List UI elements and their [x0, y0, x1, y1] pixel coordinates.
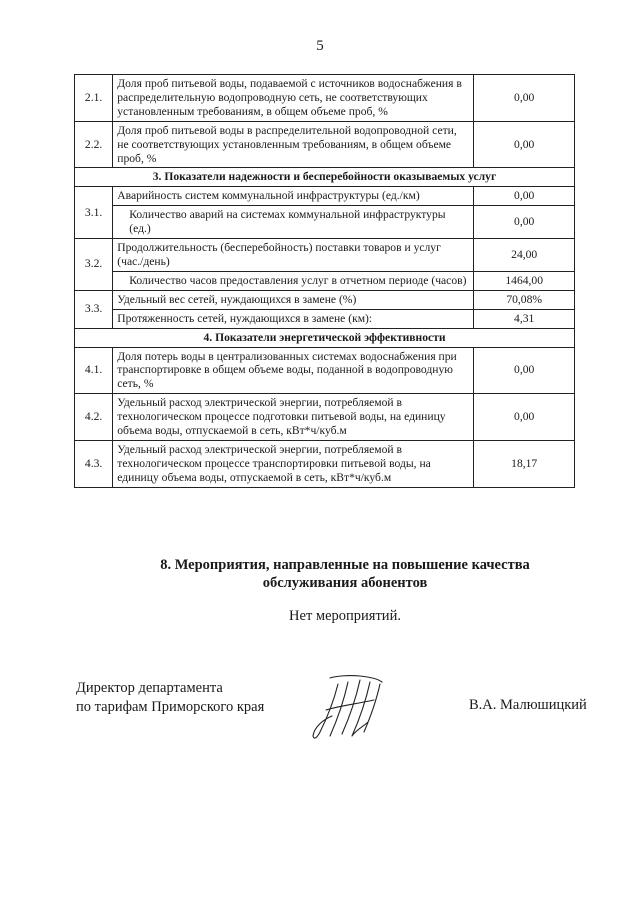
indicator-value: 4,31	[474, 309, 575, 328]
row-number: 3.3.	[75, 290, 113, 328]
section-title: 3. Показатели надежности и бесперебойности оказываемых услуг	[75, 168, 575, 187]
indicator-value: 18,17	[474, 440, 575, 487]
indicator-value: 0,00	[474, 347, 575, 394]
row-number: 2.2.	[75, 121, 113, 168]
indicator-description: Протяженность сетей, нуждающихся в замене (км):	[113, 309, 474, 328]
indicator-description: Количество часов предоставления услуг в отчетном периоде (часов)	[113, 271, 474, 290]
section-8-body: Нет мероприятий.	[289, 608, 401, 624]
indicator-description: Доля потерь воды в централизованных системах водоснабжения при транспортировке в общем объеме воды, поданной в водопроводную сеть, %	[113, 347, 474, 394]
indicator-description: Аварийность систем коммунальной инфраструктуры (ед./км)	[113, 187, 474, 206]
indicator-value: 0,00	[474, 206, 575, 239]
indicators-table-body	[75, 75, 575, 488]
row-number: 4.3.	[75, 440, 113, 487]
table-row	[75, 239, 575, 272]
table-row	[75, 206, 575, 239]
indicator-value: 1464,00	[474, 271, 575, 290]
indicator-description: Доля проб питьевой воды в распределительной водопроводной сети, не соответствующих установленным требованиям, в общем объеме проб, %	[113, 121, 474, 168]
indicators-table	[74, 74, 575, 488]
signer-position	[76, 679, 264, 717]
table-row	[75, 394, 575, 441]
handwritten-signature	[308, 670, 398, 750]
section-title: 4. Показатели энергетической эффективности	[75, 328, 575, 347]
indicator-value: 70,08%	[474, 290, 575, 309]
section-8-heading-line-1: 8. Мероприятия, направленные на повышение качества	[160, 557, 530, 573]
table-row	[75, 347, 575, 394]
indicator-description: Продолжительность (бесперебойность) поставки товаров и услуг (час./день)	[113, 239, 474, 272]
table-row	[75, 290, 575, 309]
signer-name: В.А. Малюшицкий	[469, 697, 587, 713]
indicator-description: Удельный расход электрической энергии, потребляемой в технологическом процессе подготовки питьевой воды, на единицу объема воды, отпускаемой в сеть, кВт*ч/куб.м	[113, 394, 474, 441]
table-row	[75, 309, 575, 328]
section-row	[75, 328, 575, 347]
section-8-heading	[60, 556, 630, 592]
row-number: 2.1.	[75, 75, 113, 122]
signer-position-line-1: Директор департамента	[76, 680, 223, 696]
indicator-value: 24,00	[474, 239, 575, 272]
indicator-description: Удельный расход электрической энергии, потребляемой в технологическом процессе транспортировки питьевой воды, на единицу объема воды, отпускаемой в сеть, кВт*ч/куб.м	[113, 440, 474, 487]
page-number: 5	[316, 38, 324, 54]
signer-position-line-2: по тарифам Приморского края	[76, 698, 265, 715]
row-number: 3.2.	[75, 239, 113, 291]
indicator-value: 0,00	[474, 394, 575, 441]
section-8-heading-line-2: обслуживания абонентов	[262, 575, 428, 592]
indicator-value: 0,00	[474, 187, 575, 206]
table-row	[75, 187, 575, 206]
section-row	[75, 168, 575, 187]
table-row	[75, 440, 575, 487]
indicator-description: Доля проб питьевой воды, подаваемой с источников водоснабжения в распределительную водопроводную сеть, не соответствующих установленным требованиям, в общем объеме проб, %	[113, 75, 474, 122]
indicator-description: Удельный вес сетей, нуждающихся в замене (%)	[113, 290, 474, 309]
table-row	[75, 271, 575, 290]
indicator-description: Количество аварий на системах коммунальной инфраструктуры (ед.)	[113, 206, 474, 239]
row-number: 3.1.	[75, 187, 113, 239]
indicator-value: 0,00	[474, 121, 575, 168]
row-number: 4.2.	[75, 394, 113, 441]
table-row	[75, 75, 575, 122]
table-row	[75, 121, 575, 168]
row-number: 4.1.	[75, 347, 113, 394]
indicator-value: 0,00	[474, 75, 575, 122]
